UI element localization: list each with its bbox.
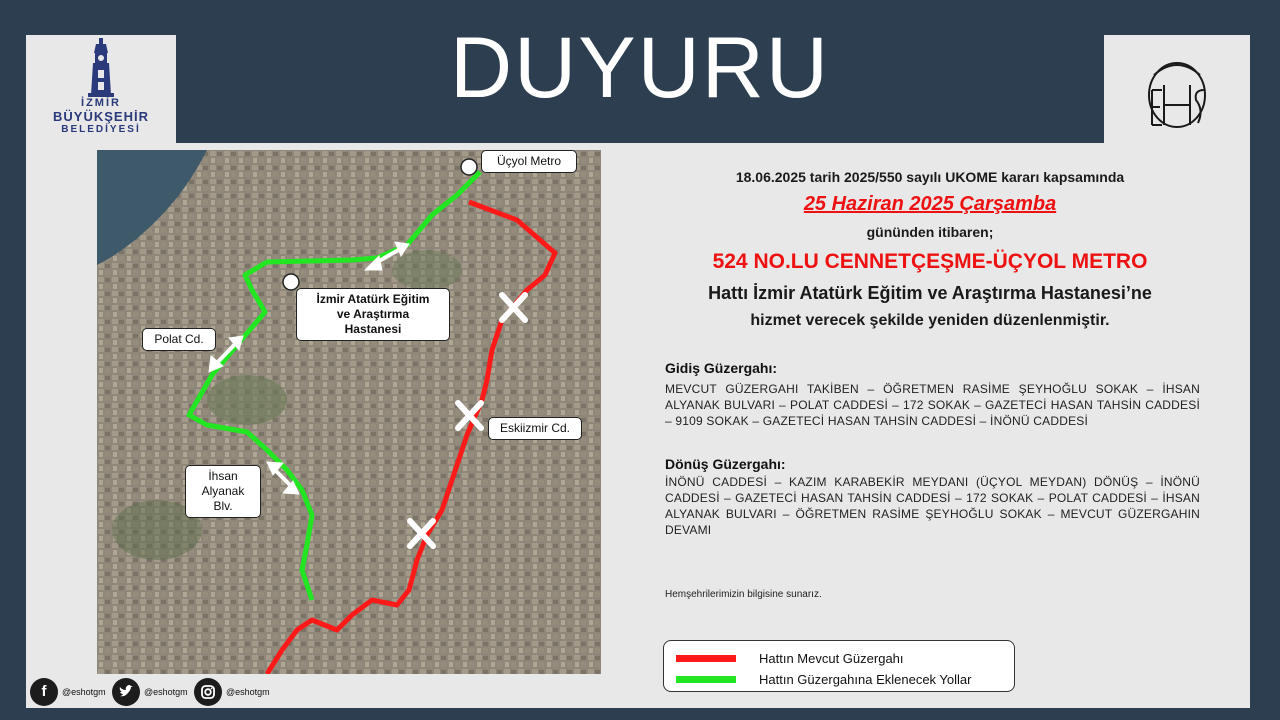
eshot-logo bbox=[1104, 35, 1250, 143]
hospital-label-line-3: Hastanesi bbox=[344, 322, 402, 336]
ihsan-label-line-1: İhsan bbox=[208, 469, 238, 483]
announcement-line-6: hizmet verecek şekilde yeniden düzenlenmiştir. bbox=[750, 312, 1110, 329]
legend-existing-swatch bbox=[676, 655, 736, 662]
outbound-route-text: MEVCUT GÜZERGAHI TAKİBEN – ÖĞRETMEN RASİME ŞEYHOĞLU SOKAK – İHSAN ALYANAK BULVARI – POLAT CADDESİ – 172 SOKAK – GAZETECİ HASAN TAHSİN CADDESİ – 9109 SOKAK – GAZETECİ HASAN TAHSİN CADDESİ – İNÖNÜ CADDESİ bbox=[665, 382, 1200, 428]
return-route-text: İNÖNÜ CADDESİ – KAZIM KARABEKİR MEYDANI (ÜÇYOL MEYDAN) DÖNÜŞ – İNÖNÜ CADDESİ – GAZETECİ HASAN TAHSİN CADDESİ – 172 SOKAK – POLAT CADDESİ – İHSAN ALYANAK BULVARI – ÖĞRETMEN RASİME ŞEYHOĞLU SOKAK – MEVCUT GÜZERGAHIN DEVAMI bbox=[665, 475, 1200, 537]
map-legend bbox=[663, 640, 1015, 692]
announcement-line-3: gününden itibaren; bbox=[866, 224, 994, 240]
legend-added-label: Hattın Güzergahına Eklenecek Yollar bbox=[759, 672, 972, 687]
clock-tower-icon bbox=[26, 35, 176, 99]
hospital-label-line-2: ve Araştırma bbox=[336, 307, 410, 321]
route-map bbox=[97, 150, 601, 674]
ucyol-metro-marker bbox=[461, 159, 477, 175]
legend-existing-label: Hattın Mevcut Güzergahı bbox=[759, 651, 904, 666]
facebook-handle[interactable]: @eshotgm bbox=[62, 687, 106, 697]
eskiizmir-label: Eskiizmir Cd. bbox=[488, 417, 582, 440]
hospital-label-line-1: İzmir Atatürk Eğitim bbox=[316, 292, 430, 306]
map-illustration bbox=[97, 150, 601, 674]
hospital-label bbox=[296, 288, 450, 341]
izmir-municipality-logo bbox=[26, 35, 176, 143]
page-title: DUYURU bbox=[450, 20, 830, 116]
closing-note: Hemşehrilerimizin bilgisine sunarız. bbox=[665, 589, 822, 600]
announcement-line-1: 18.06.2025 tarih 2025/550 sayılı UKOME kararı kapsamında bbox=[735, 169, 1125, 185]
polat-label: Polat Cd. bbox=[142, 328, 216, 351]
outbound-route-title: Gidiş Güzergahı: bbox=[665, 360, 778, 376]
logo-line-1: İZMİR bbox=[81, 97, 121, 109]
logo-line-3: BELEDİYESİ bbox=[61, 124, 141, 135]
ihsan-label-line-3: Blv. bbox=[213, 499, 233, 513]
eshot-monogram-icon bbox=[1104, 35, 1250, 143]
ihsan-label-line-2: Alyanak bbox=[201, 484, 245, 498]
logo-line-2: BÜYÜKŞEHİR bbox=[53, 109, 149, 124]
twitter-icon[interactable] bbox=[112, 678, 140, 706]
announcement-date: 25 Haziran 2025 Çarşamba bbox=[803, 193, 1057, 215]
hospital-marker bbox=[283, 274, 299, 290]
instagram-handle[interactable]: @eshotgm bbox=[226, 687, 270, 697]
ucyol-metro-label: Üçyol Metro bbox=[481, 150, 577, 173]
return-route-title: Dönüş Güzergahı: bbox=[665, 456, 786, 472]
twitter-handle[interactable]: @eshotgm bbox=[144, 687, 188, 697]
facebook-icon[interactable]: f bbox=[30, 678, 58, 706]
instagram-icon[interactable] bbox=[194, 678, 222, 706]
announcement-line-5: Hattı İzmir Atatürk Eğitim ve Araştırma Hastanesi’ne bbox=[708, 283, 1152, 303]
ihsan-label bbox=[185, 465, 261, 518]
legend-added-swatch bbox=[676, 676, 736, 683]
route-name: 524 NO.LU CENNETÇEŞME-ÜÇYOL METRO bbox=[712, 250, 1148, 273]
social-links bbox=[30, 678, 290, 708]
